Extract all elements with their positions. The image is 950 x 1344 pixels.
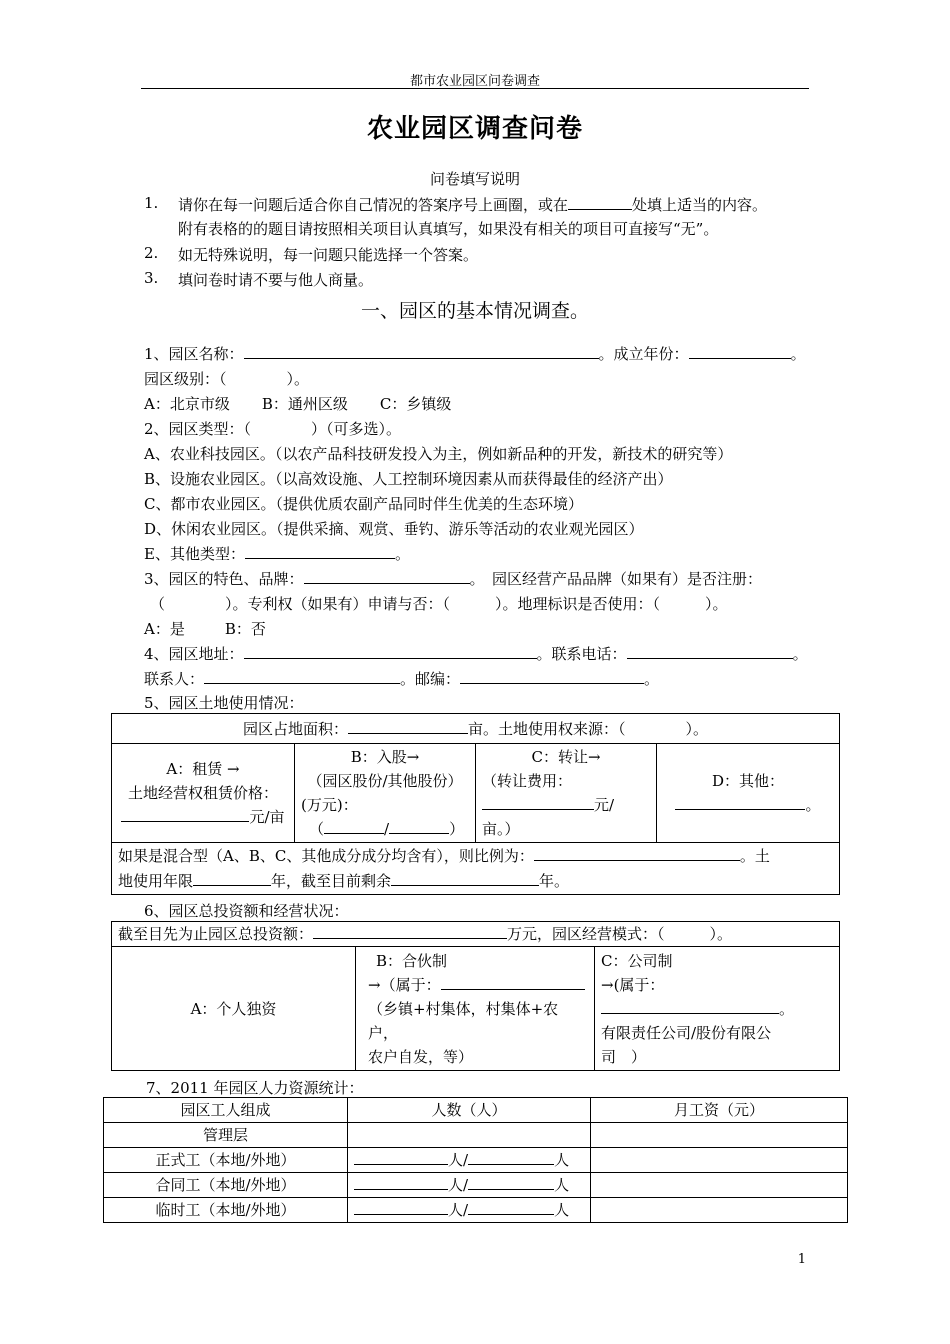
running-header: 都市农业园区问卷调查	[409, 74, 540, 89]
founding-year-blank[interactable]	[689, 344, 791, 359]
q2-option-d[interactable]: D、休闲农业园区。（提供采摘、观赏、垂钓、游乐等活动的农业观光园区）	[144, 520, 644, 538]
hr-salary-cell[interactable]	[591, 1123, 848, 1148]
investment-table	[111, 921, 840, 1071]
land-option-b[interactable]: B：入股→ （园区股份/其他股份） (万元)： （ / ）	[295, 744, 476, 843]
q7-label: 7、2011 年园区人力资源统计：	[146, 1079, 364, 1097]
q2-label: 2、园区类型：（ ）（可多选）。	[144, 420, 402, 438]
instruction-3-number: 3.	[144, 269, 159, 287]
q1-option-c[interactable]: C：乡镇级	[379, 395, 452, 413]
instruction-2-text: 如无特殊说明，每一问题只能选择一个答案。	[178, 246, 479, 264]
hr-table	[103, 1097, 848, 1223]
land-other-blank[interactable]	[675, 795, 805, 810]
local-count-blank[interactable]	[354, 1150, 448, 1165]
hr-count-cell[interactable]: 人/ 人	[348, 1148, 591, 1173]
land-option-a[interactable]: A：租赁 → 土地经营权租赁价格： 元/亩	[112, 744, 295, 843]
partnership-type-blank[interactable]	[441, 975, 585, 990]
phone-blank[interactable]	[627, 644, 793, 659]
nonlocal-count-blank[interactable]	[468, 1150, 554, 1165]
use-years-blank[interactable]	[193, 871, 271, 886]
land-area-blank[interactable]	[348, 719, 468, 734]
hr-row-label: 合同工（本地/外地）	[104, 1173, 348, 1198]
hr-salary-cell[interactable]	[591, 1173, 848, 1198]
header-rule	[141, 88, 809, 89]
fill-blank	[568, 195, 632, 210]
instruction-1-line2: 附有表格的的题目请按照相关项目认真填写，如果没有相关的项目可直接写“无”。	[178, 220, 719, 238]
mode-option-b[interactable]: B：合伙制 →（属于： （乡镇+村集体，村集体+农户， 农户自发，等）	[356, 947, 595, 1071]
other-type-blank[interactable]	[245, 544, 395, 559]
hr-salary-cell[interactable]	[591, 1148, 848, 1173]
total-investment-blank[interactable]	[313, 924, 507, 939]
transfer-fee-blank[interactable]	[482, 795, 594, 810]
q1-option-b[interactable]: B：通州区级	[261, 395, 348, 413]
park-share-blank[interactable]	[324, 819, 384, 834]
hr-header-count: 人数（人）	[348, 1098, 591, 1123]
address-blank[interactable]	[244, 644, 537, 659]
hr-row-label: 临时工（本地/外地）	[104, 1198, 348, 1223]
remaining-years-blank[interactable]	[391, 871, 539, 886]
nonlocal-count-blank[interactable]	[468, 1175, 554, 1190]
nonlocal-count-blank[interactable]	[468, 1200, 554, 1215]
hr-row-label: 正式工（本地/外地）	[104, 1148, 348, 1173]
mix-ratio-blank[interactable]	[534, 846, 740, 861]
instruction-3-text: 填问卷时请不要与他人商量。	[178, 271, 374, 289]
document-title: 农业园区调查问卷	[366, 114, 583, 144]
local-count-blank[interactable]	[354, 1175, 448, 1190]
q1-level: 园区级别：（ ）。	[144, 370, 310, 388]
hr-count-cell[interactable]: 人/ 人	[348, 1198, 591, 1223]
other-share-blank[interactable]	[389, 819, 449, 834]
hr-salary-cell[interactable]	[591, 1198, 848, 1223]
q2-option-c[interactable]: C、都市农业园区。（提供优质农副产品同时伴生优美的生态环境）	[144, 495, 583, 513]
land-use-table	[111, 713, 840, 895]
land-mix-row: 如果是混合型（A、B、C、其他成分成分均含有），则比例为： 。土 地使用年限 年，截至目前剩余 年。	[112, 843, 840, 895]
q4-line2: 联系人： 。邮编： 。	[144, 670, 660, 688]
q2-option-b[interactable]: B、设施农业园区。（以高效设施、人工控制环境因素从而获得最佳的经济产出）	[144, 470, 673, 488]
instruction-1-line1: 请你在每一问题后适合你自己情况的答案序号上画圈，或在 处填上适当的内容。	[178, 196, 768, 214]
q1-name-line: 1、园区名称： 。成立年份： 。	[144, 345, 806, 363]
q3-line1: 3、园区的特色、品牌： 。 园区经营产品品牌（如果有）是否注册：	[144, 570, 763, 588]
hr-header-salary: 月工资（元）	[591, 1098, 848, 1123]
q5-label: 5、园区土地使用情况：	[144, 694, 304, 712]
q1-option-a[interactable]: A：北京市级	[144, 395, 230, 413]
q1-options	[144, 393, 451, 414]
brand-blank[interactable]	[304, 569, 470, 584]
q6-label: 6、园区总投资额和经营状况：	[144, 902, 349, 920]
hr-header-group: 园区工人组成	[104, 1098, 348, 1123]
land-area-row: 园区占地面积： 亩。土地使用权来源：（ ）。	[112, 714, 840, 744]
instructions-heading: 问卷填写说明	[429, 170, 520, 188]
section-1-heading: 一、园区的基本情况调查。	[360, 300, 589, 322]
land-option-d[interactable]: D：其他： 。	[657, 744, 840, 843]
contact-blank[interactable]	[204, 669, 400, 684]
land-option-c[interactable]: C：转让→ （转让费用： 元/ 亩。）	[476, 744, 657, 843]
company-type-blank[interactable]	[601, 999, 779, 1014]
mode-option-c[interactable]: C：公司制 →(属于： 。 有限责任公司/股份有限公 司 ）	[595, 947, 840, 1071]
q2-option-a[interactable]: A、农业科技园区。（以农产品科技研发投入为主，例如新品种的开发，新技术的研究等）	[144, 445, 733, 463]
q3-line2: （ ）。专利权（如果有）申请与否：（ ）。地理标识是否使用：（ ）。	[150, 595, 728, 613]
rent-price-blank[interactable]	[121, 807, 249, 822]
instruction-2-number: 2.	[144, 244, 159, 262]
q2-option-e: E、其他类型： 。	[144, 545, 410, 563]
postcode-blank[interactable]	[460, 669, 644, 684]
page-number: 1	[797, 1252, 806, 1267]
hr-count-cell[interactable]: 人/ 人	[348, 1173, 591, 1198]
q3-option-no[interactable]: B：否	[224, 620, 266, 638]
q3-options	[144, 618, 266, 639]
investment-row: 截至目先为止园区总投资额： 万元，园区经营模式：（ ）。	[112, 922, 840, 947]
park-name-blank[interactable]	[244, 344, 599, 359]
q4-line1: 4、园区地址： 。联系电话： 。	[144, 645, 808, 663]
mode-option-a[interactable]: A：个人独资	[112, 947, 356, 1071]
q3-option-yes[interactable]: A：是	[144, 620, 185, 638]
hr-count-cell[interactable]	[348, 1123, 591, 1148]
hr-row-label: 管理层	[104, 1123, 348, 1148]
local-count-blank[interactable]	[354, 1200, 448, 1215]
instruction-1-number: 1.	[144, 194, 159, 212]
